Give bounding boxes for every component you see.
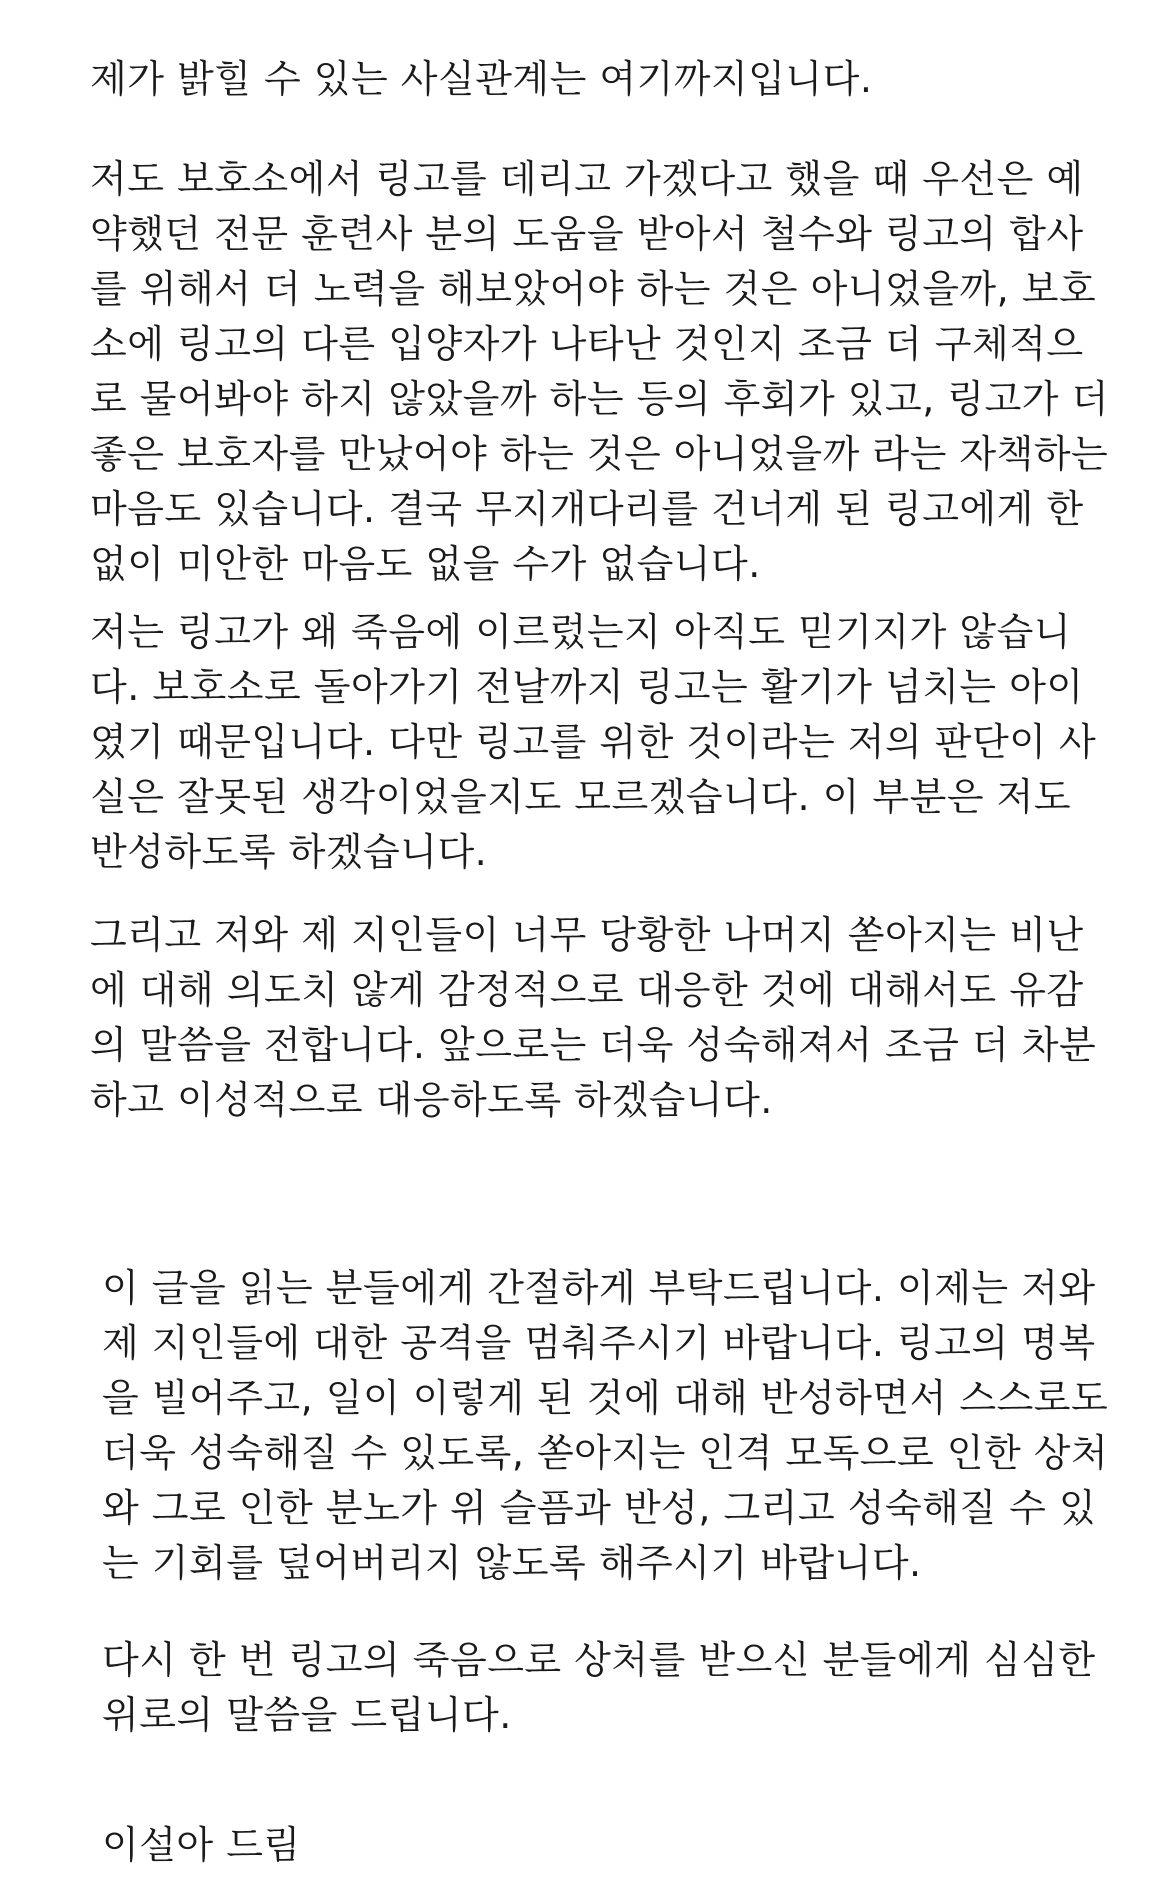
text-line: 다. 보호소로 돌아가기 전날까지 링고는 활기가 넘치는 아이 [90,665,1084,709]
text-line: 에 대해 의도치 않게 감정적으로 대응한 것에 대해서도 유감 [90,968,1084,1012]
text-line: 약했던 전문 훈련사 분의 도움을 받아서 철수와 링고의 합사 [90,212,1084,256]
text-line: 다시 한 번 링고의 죽음으로 상처를 받으신 분들에게 심심한 [102,1638,1096,1682]
text-line: 를 위해서 더 노력을 해보았어야 하는 것은 아니었을까, 보호 [90,267,1097,311]
text-line: 였기 때문입니다. 다만 링고를 위한 것이라는 저의 판단이 사 [90,720,1097,764]
text-line: 좋은 보호자를 만났어야 하는 것은 아니었을까 라는 자책하는 [90,432,1109,476]
paragraph-condolence [102,1633,1096,1743]
text-line: 실은 잘못된 생각이었을지도 모르겠습니다. 이 부분은 저도 [90,775,1072,819]
text-line: 을 빌어주고, 일이 이렇게 된 것에 대해 반성하면서 스스로도 [102,1376,1109,1420]
text-line: 이 글을 읽는 분들에게 간절하게 부탁드립니다. 이제는 저와 [102,1266,1096,1310]
text-line: 로 물어봐야 하지 않았을까 하는 등의 후회가 있고, 링고가 더 [90,377,1109,421]
paragraph-regret [90,152,1109,592]
paragraph-apology-response [90,908,1097,1128]
text-line: 제 지인들에 대한 공격을 멈춰주시기 바랍니다. 링고의 명복 [102,1321,1096,1365]
text-line: 와 그로 인한 분노가 위 슬픔과 반성, 그리고 성숙해질 수 있 [102,1486,1097,1530]
signature-line [102,1818,1092,1873]
text-line: 소에 링고의 다른 입양자가 나타난 것인지 조금 더 구체적으 [90,322,1084,366]
text-line: 저도 보호소에서 링고를 데리고 가겠다고 했을 때 우선은 예 [90,157,1084,201]
paragraph-disbelief [90,605,1097,880]
paragraph-request [102,1261,1109,1591]
text-line: 마음도 있습니다. 결국 무지개다리를 건너게 된 링고에게 한 [90,487,1084,531]
text-line: 더욱 성숙해질 수 있도록, 쏟아지는 인격 모독으로 인한 상처 [102,1431,1109,1475]
text-line: 반성하도록 하겠습니다. [90,830,488,874]
text-line: 없이 미안한 마음도 없을 수가 없습니다. [90,542,761,586]
signature-text: 이설아 드림 [102,1823,301,1867]
text-line: 는 기회를 덮어버리지 않도록 해주시기 바랍니다. [102,1541,922,1585]
text-line: 의 말씀을 전합니다. 앞으로는 더욱 성숙해져서 조금 더 차분 [90,1023,1097,1067]
text-line: 저는 링고가 왜 죽음에 이르렀는지 아직도 믿기지가 않습니 [90,610,1072,654]
text-line: 하고 이성적으로 대응하도록 하겠습니다. [90,1078,773,1122]
text-line: 그리고 저와 제 지인들이 너무 당황한 나머지 쏟아지는 비난 [90,913,1084,957]
paragraph-facts-statement [90,52,1090,107]
text-line: 위로의 말씀을 드립니다. [102,1693,512,1737]
text-line: 제가 밝힐 수 있는 사실관계는 여기까지입니다. [90,57,873,101]
